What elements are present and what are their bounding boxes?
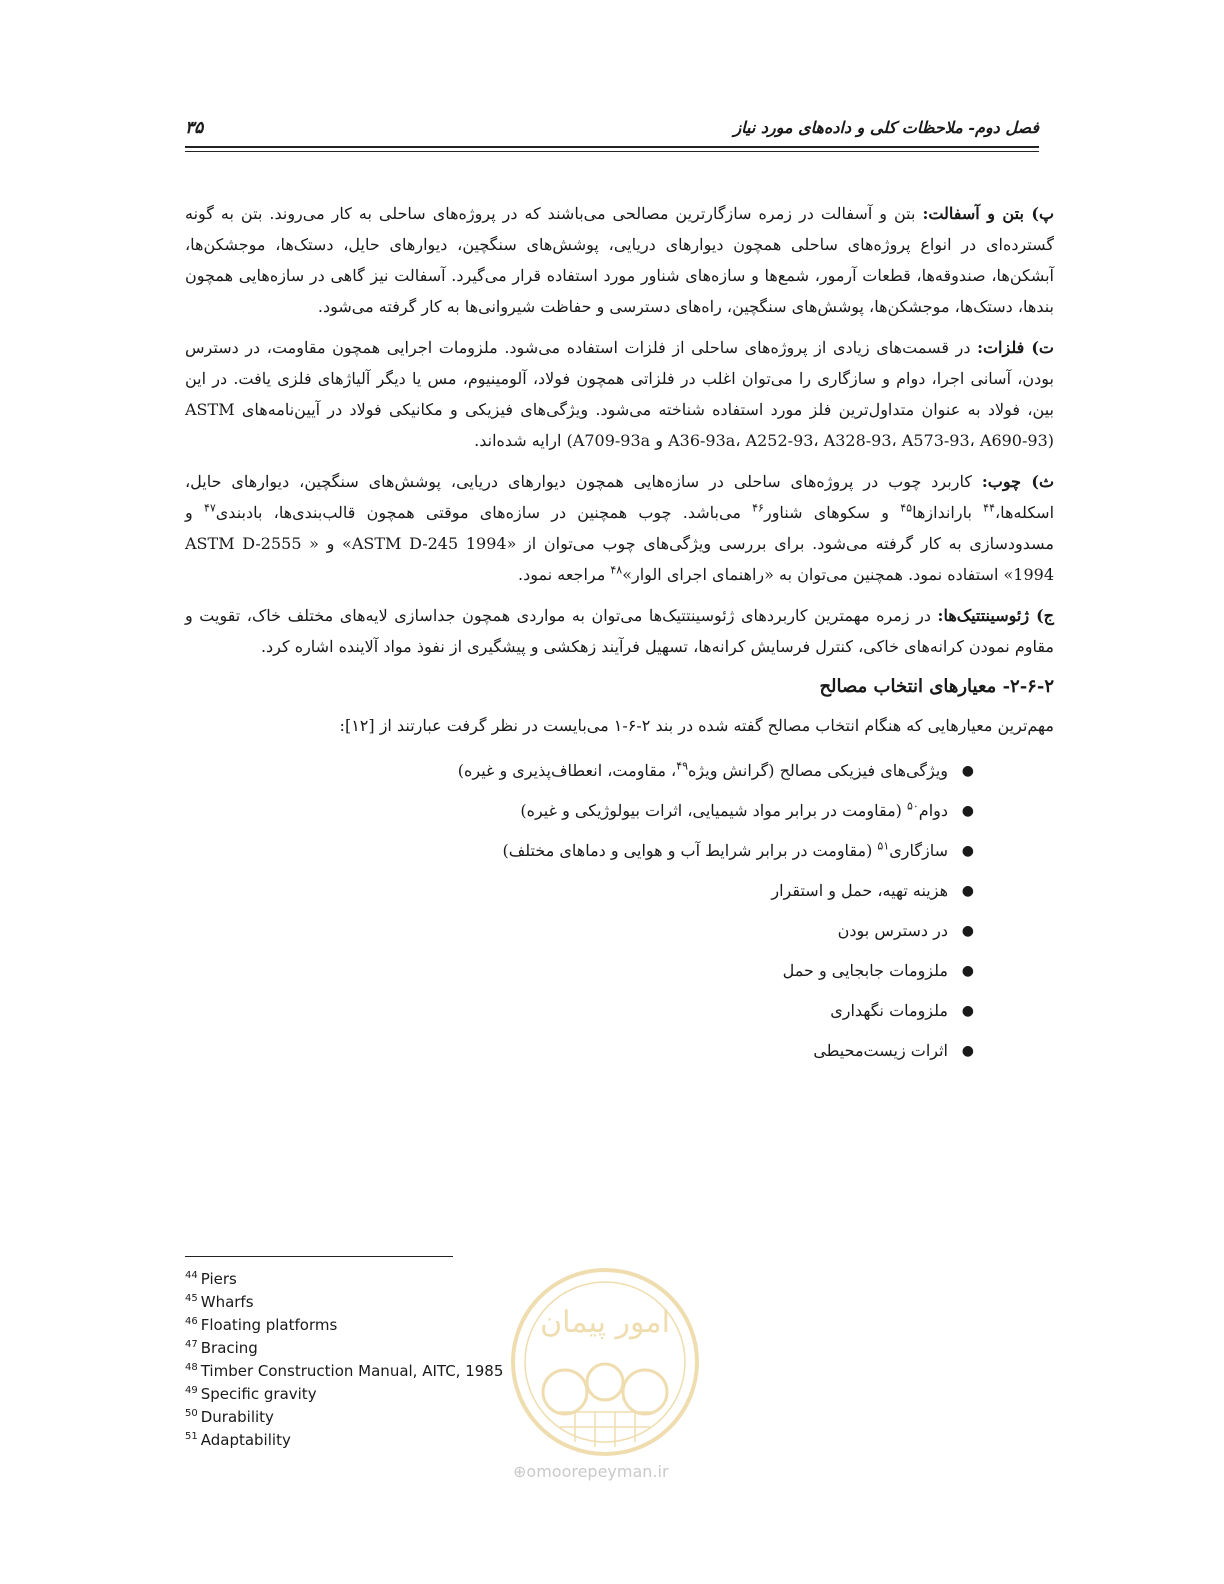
watermark-seal-icon <box>505 1262 705 1462</box>
section-heading: ۲-۶-۲- معیارهای انتخاب مصالح <box>819 676 1054 697</box>
list-item: ● سازگاری$^{۵۱}$ (مقاومت در برابر شرایط آب و هوایی و دماهای مختلف) <box>185 831 974 871</box>
watermark-website: ⊕omoorepeyman.ir <box>513 1462 669 1481</box>
footnote: $^{49}$ Specific gravity <box>185 1385 317 1403</box>
header-rule <box>185 146 1039 148</box>
paragraph-text: در قسمت‌های زیادی از پروژه‌های ساحلی از فلزات استفاده می‌شود. ملزومات اجرایی همچون مقاومت، در دسترس بودن، آسانی اجرا، دوام و سازگاری را می‌توان اغلب در فلزاتی همچون فولاد، آلومینیوم، مس یا دیگر آلیاژهای فلزی یافت. در این بین، فولاد به عنوان متداول‌ترین فلز مورد استفاده شناخته می‌شود. ویژگی‌های فیزیکی و مکانیکی فولاد در آیین‌نامه‌های ASTM (A36-93a، A252-93، A328-93، A573-93، A690-93 و A709-93a) ارایه شده‌اند. <box>185 338 1054 450</box>
bullet-icon: ● <box>961 1043 974 1059</box>
footnote-ref: ۴۸ <box>610 563 623 577</box>
footnote: $^{48}$ Timber Construction Manual, AITC, 1985 <box>185 1362 504 1380</box>
list-item: ● ویژگی‌های فیزیکی مصالح (گرانش ویژه$^{۴۹}$، مقاومت، انعطاف‌پذیری و غیره) <box>185 751 974 791</box>
list-item: ● دوام$^{۵۰}$ (مقاومت در برابر مواد شیمیایی، اثرات بیولوژیکی و غیره) <box>185 791 974 831</box>
footnote-separator <box>185 1256 453 1257</box>
paragraph-lead: ت) فلزات: <box>977 338 1054 357</box>
footnote-ref: ۵۱ <box>877 839 890 853</box>
paragraph-text: در زمره مهمترین کاربردهای ژئوسینتتیک‌ها می‌توان به مواردی همچون جداسازی لایه‌های مختلف خاک، تقویت و مقاوم نمودن کرانه‌های خاکی، کنترل فرسایش کرانه‌ها، تسهیل فرآیند زهکشی و پیشگیری از نفوذ مواد آلاینده اشاره کرد. <box>185 606 1054 656</box>
paragraph-concrete-asphalt <box>185 198 1054 322</box>
bullet-icon: ● <box>961 963 974 979</box>
list-item: ● ملزومات نگهداری <box>185 991 974 1031</box>
footnote: $^{46}$ Floating platforms <box>185 1316 338 1334</box>
paragraph-lead: ج) ژئوسینتتیک‌ها: <box>937 606 1054 625</box>
paragraph-text: کاربرد چوب در پروژه‌های ساحلی در سازه‌هایی همچون دیوارهای دریایی، پوشش‌های سنگچین، دیوارهای حایل، اسکله‌ها، <box>185 472 1055 522</box>
paragraph-text: مراجعه نمود. <box>517 565 611 584</box>
paragraph-geosynthetics <box>185 600 1054 662</box>
list-item: ● اثرات زیست‌محیطی <box>185 1031 974 1071</box>
page-header <box>185 118 1039 148</box>
footnote-ref: ۴۶ <box>752 501 764 515</box>
footnote: $^{47}$ Bracing <box>185 1339 258 1357</box>
footnote: $^{50}$ Durability <box>185 1408 274 1426</box>
footnote-ref: ۴۹ <box>676 759 689 773</box>
paragraph-text: و سکوهای شناور <box>763 503 901 522</box>
paragraph-text: بتن و آسفالت در زمره سازگارترین مصالحی می‌باشند که در پروژه‌های ساحلی به کار می‌روند. بتن به گونه گسترده‌ای در انواع پروژه‌های ساحلی همچون دیوارهای دریایی، پوشش‌های سنگچین، دیوارهای حایل، دستک‌ها، موجشکن‌ها، آبشکن‌ها، صندوقه‌ها، قطعات آرمور، شمع‌ها و سازه‌های شناور مورد استفاده قرار می‌گیرد. آسفالت نیز گاهی در سازه‌هایی همچون بندها، دستک‌ها، موجشکن‌ها، پوشش‌های سنگچین، راه‌های دسترسی و حفاظت شیروانی‌ها به کار گرفته می‌شود. <box>185 204 1055 316</box>
main-content <box>185 198 1054 1071</box>
section-intro: مهم‌ترین معیارهایی که هنگام انتخاب مصالح گفته شده در بند ۲-۶-۱ می‌بایست در نظر گرفت عبارتند از [۱۲]: <box>339 716 1054 735</box>
bullet-icon: ● <box>961 883 974 899</box>
criteria-list <box>185 751 1054 1071</box>
list-item: ● ملزومات جابجایی و حمل <box>185 951 974 991</box>
header-rule-thin <box>185 151 1039 152</box>
bullet-icon: ● <box>961 763 974 779</box>
list-item: ● در دسترس بودن <box>185 911 974 951</box>
footnote-ref: ۴۷ <box>203 501 216 515</box>
footnote: $^{51}$ Adaptability <box>185 1431 291 1449</box>
paragraph-metals <box>185 332 1054 456</box>
paragraph-lead: پ) بتن و آسفالت: <box>922 204 1054 223</box>
seal-text: امور پیمان <box>540 1305 670 1340</box>
footnotes <box>185 1268 503 1452</box>
bullet-icon: ● <box>961 803 974 819</box>
paragraph-text: باراندازها <box>912 503 984 522</box>
paragraph-text: و مسدودسازی به کار گرفته می‌شود. برای بررسی ویژگی‌های چوب می‌توان از «ASTM D-245 1994» و « ASTM D-2555 1994» استفاده نمود. همچنین می‌توان به «راهنمای اجرای الوار» <box>185 503 1054 584</box>
paragraph-timber <box>185 466 1054 590</box>
list-item: ● هزینه تهیه، حمل و استقرار <box>185 871 974 911</box>
chapter-title: فصل دوم- ملاحظات کلی و داده‌های مورد نیاز <box>733 118 1039 137</box>
bullet-icon: ● <box>961 923 974 939</box>
footnote-ref: ۴۴ <box>983 501 995 515</box>
footnote-ref: ۴۵ <box>900 501 913 515</box>
bullet-icon: ● <box>961 1003 974 1019</box>
footnote: $^{44}$ Piers <box>185 1270 237 1288</box>
bullet-icon: ● <box>961 843 974 859</box>
paragraph-lead: ث) چوب: <box>981 472 1055 491</box>
page-number: ۳۵ <box>185 118 204 138</box>
footnote: $^{45}$ Wharfs <box>185 1293 254 1311</box>
paragraph-text: می‌باشد. چوب همچنین در سازه‌های موقتی همچون قالب‌بندی‌ها، بادبندی <box>215 503 753 522</box>
globe-icon: ⊕ <box>513 1462 527 1481</box>
footnote-ref: ۵۰ <box>906 799 919 813</box>
